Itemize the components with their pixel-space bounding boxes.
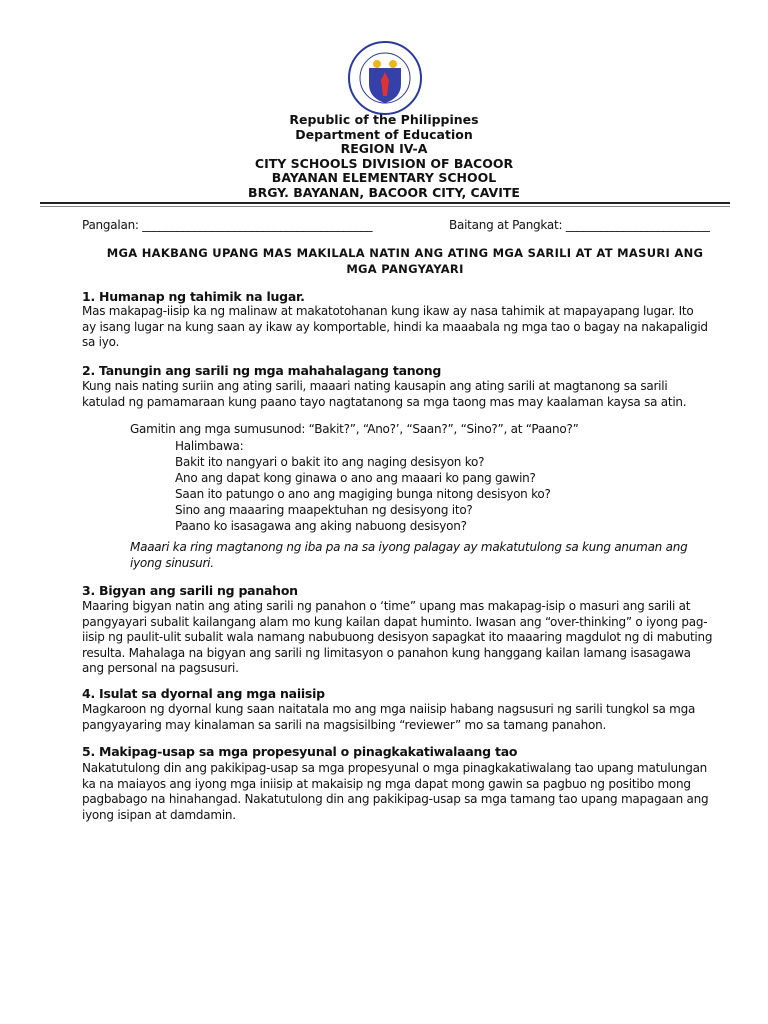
letterhead (0, 113, 768, 200)
paragraph-line: pangyayaring may kinalaman sa sarili na magsisilbing “reviewer” mo sa tamang panahon. (82, 717, 607, 732)
paragraph-line: ang personal na pagsusuri. (82, 661, 239, 676)
instruction-line: Gamitin ang mga sumusunod: “Bakit?”, “Ano?’, “Saan?”, “Sino?”, at “Paano?” (130, 422, 579, 436)
paragraph-line: Kung nais nating suriin ang ating sarili, maaari nating kausapin ang ating sarili at magtanong sa sarili (82, 379, 668, 393)
example-question: Saan ito patungo o ano ang magiging bunga nitong desisyon ko? (175, 486, 551, 501)
paragraph-line: iisip ng paulit-ulit subalit wala namang nabubuong desisyon sapagkat ito maaaring magdulot ng di mabuting (82, 630, 713, 645)
italic-note: iyong sinusuri. (130, 556, 214, 570)
paragraph-line: sa iyo. (82, 335, 120, 350)
section-heading: 1. Humanap ng tahimik na lugar. (82, 289, 305, 304)
letterhead-line: BAYANAN ELEMENTARY SCHOOL (271, 170, 497, 185)
paragraph-line: iyong isipan at damdamin. (82, 807, 236, 822)
title-line: MGA HAKBANG UPANG MAS MAKILALA NATIN ANG ATING MGA SARILI AT AT MASURI ANG (106, 246, 704, 260)
name-field[interactable]: Pangalan: ________________________________________ (82, 218, 373, 232)
example-question: Sino ang maaaring maapektuhan ng desisyong ito? (175, 502, 473, 517)
section-heading: 5. Makipag-usap sa mga propesyunal o pinagkakatiwalaang tao (82, 744, 518, 759)
paragraph-line: Maaring bigyan natin ang ating sarili ng panahon o ‘time” upang mas makapag-isip o masuri ang sarili at (82, 599, 691, 613)
worksheet-title (0, 245, 768, 277)
example-question: Paano ko isasagawa ang aking nabuong desisyon? (175, 518, 467, 533)
example-question: Ano ang dapat kong ginawa o ano ang maaari ko pang gawin? (175, 470, 536, 485)
paragraph-line: pagbabago na hinahangad. Nakatutulong din ang pakikipag-usap sa mga tamang tao upang mapagaan ang (82, 792, 709, 807)
paragraph-line: ka na maiayos ang iyong mga iniisip at makaisip ng mga dapat mong gawin sa pagbuo ng positibo mong (82, 776, 691, 791)
example-question: Halimbawa: (175, 439, 244, 453)
section-heading: 4. Isulat sa dyornal ang mga naiisip (82, 686, 325, 701)
italic-note: Maaari ka ring magtanong ng iba pa na sa iyong palagay ay makatutulong sa kung anuman ang (130, 540, 688, 554)
letterhead-line: REGION IV-A (340, 141, 428, 156)
letterhead-line: Department of Education (295, 126, 473, 142)
paragraph-line: ay isang lugar na kung saan ay ikaw ay komportable, hindi ka maaabala ng mga tao o bagay na nakapaligid (82, 319, 708, 334)
paragraph-line: katulad ng pamamaraan kung paano tayo nagtatanong sa mga taong mas may kaalaman kaysa sa atin. (82, 394, 687, 409)
letterhead-line: CITY SCHOOLS DIVISION OF BACOOR (254, 155, 514, 171)
deped-seal-logo (347, 40, 423, 116)
section-heading: 2. Tanungin ang sarili ng mga mahahalagang tanong (82, 363, 442, 378)
header-divider (40, 206, 730, 207)
letterhead-line: Republic of the Philippines (289, 112, 479, 127)
header-divider (40, 202, 730, 204)
example-question: Bakit ito nangyari o bakit ito ang naging desisyon ko? (175, 454, 485, 469)
letterhead-line: BRGY. BAYANAN, BACOOR CITY, CAVITE (248, 184, 520, 200)
paragraph-line: Nakatutulong din ang pakikipag-usap sa mga propesyunal o mga pinagkakatiwalang tao upang matulungan (82, 761, 708, 775)
grade-section-field[interactable]: Baitang at Pangkat: _________________________ (449, 218, 710, 232)
paragraph-line: Magkaroon ng dyornal kung saan naitatala mo ang mga naiisip habang nagsusuri ng sarili tungkol sa mga (82, 702, 696, 716)
paragraph-line: pangyayari subalit kailangang alam mo kung kailan dapat huminto. Iwasan ang “over-thinking” o iyong pag- (82, 614, 708, 629)
section-heading: 3. Bigyan ang sarili ng panahon (82, 583, 298, 598)
paragraph-line: Mas makapag-iisip ka ng malinaw at makatotohanan kung ikaw ay nasa tahimik at mapayapang lugar. Ito (82, 304, 694, 318)
paragraph-line: resulta. Mahalaga na bigyan ang sarili ng limitasyon o panahon kung hanggang kailan lamang isasagawa (82, 645, 691, 660)
title-line: MGA PANGYAYARI (346, 262, 464, 276)
